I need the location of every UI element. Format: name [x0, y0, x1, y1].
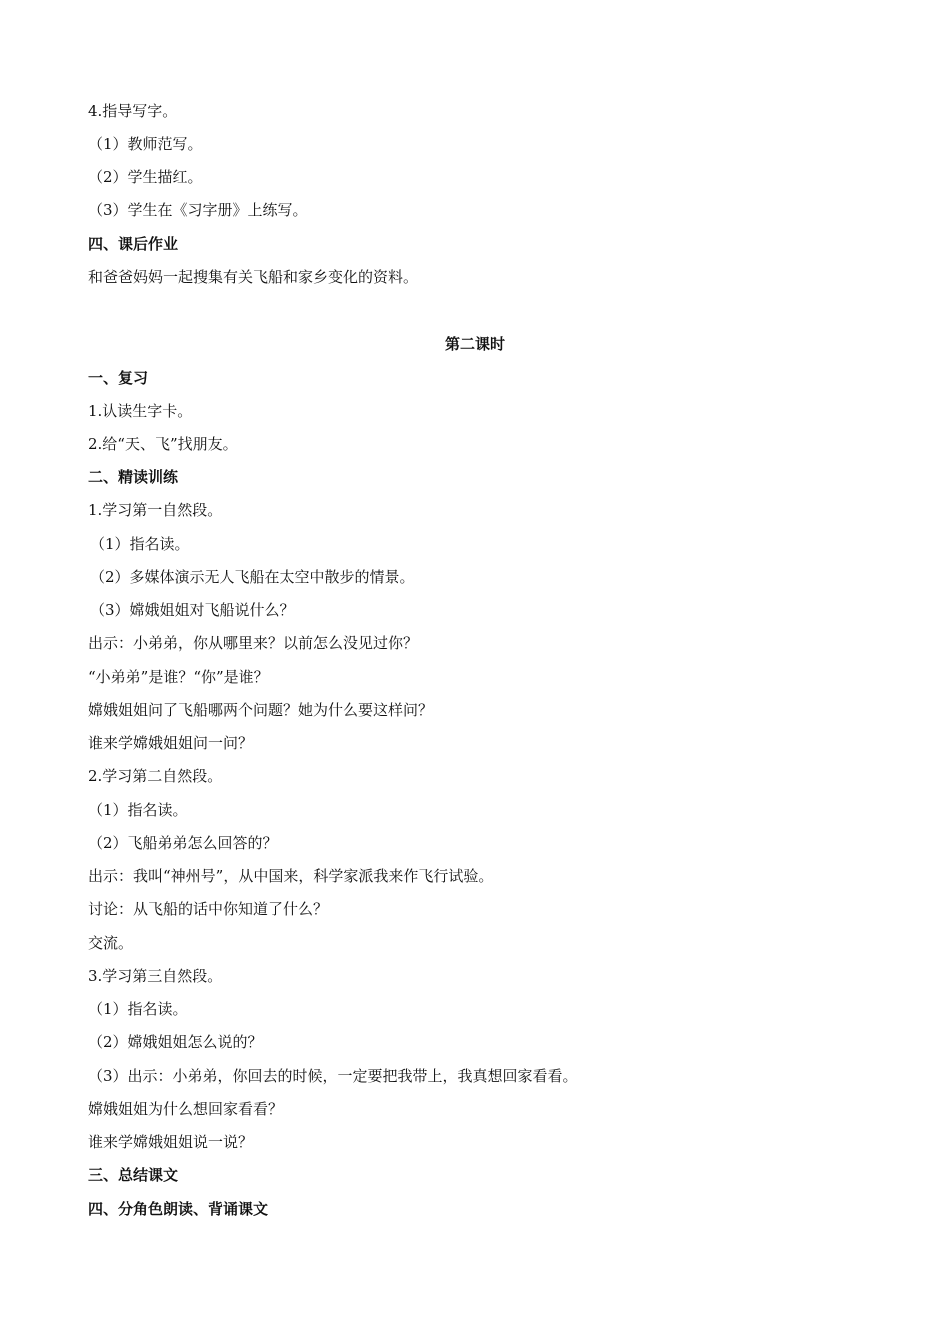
- paragraph-2-step-1: （1）指名读。: [88, 801, 188, 819]
- paragraph-1-step-3: （3）嫦娥姐姐对飞船说什么？: [90, 601, 295, 619]
- review-heading: 一、复习: [88, 369, 149, 387]
- homework-heading: 四、课后作业: [88, 235, 179, 253]
- paragraph-3-step-3: （3）出示：小弟弟，你回去的时候，一定要把我带上，我真想回家看看。: [88, 1067, 578, 1085]
- step-4: 4.指导写字。: [88, 102, 178, 120]
- review-item-1: 1.认读生字卡。: [88, 402, 193, 420]
- paragraph-2-exchange: 交流。: [88, 934, 134, 952]
- paragraph-2-discuss: 讨论：从飞船的话中你知道了什么？: [88, 900, 329, 918]
- paragraph-3: 3.学习第三自然段。: [88, 967, 223, 985]
- paragraph-1-step-1: （1）指名读。: [90, 535, 190, 553]
- paragraph-3-question-2: 谁来学嫦娥姐姐说一说？: [88, 1133, 254, 1151]
- paragraph-1: 1.学习第一自然段。: [88, 501, 223, 519]
- review-item-2: 2.给“天、飞”找朋友。: [88, 435, 238, 453]
- paragraph-1-question-2: 嫦娥姐姐问了飞船哪两个问题？她为什么要这样问？: [88, 701, 434, 719]
- paragraph-2: 2.学习第二自然段。: [88, 767, 223, 785]
- roleplay-heading: 四、分角色朗读、背诵课文: [88, 1200, 269, 1218]
- summary-heading: 三、总结课文: [88, 1166, 179, 1184]
- paragraph-3-step-1: （1）指名读。: [88, 1000, 188, 1018]
- step-4-1: （1）教师范写。: [88, 135, 203, 153]
- paragraph-2-step-2: （2）飞船弟弟怎么回答的？: [88, 834, 278, 852]
- step-4-3: （3）学生在《习字册》上练写。: [88, 201, 308, 219]
- paragraph-3-question-1: 嫦娥姐姐为什么想回家看看？: [88, 1100, 284, 1118]
- paragraph-1-show: 出示：小弟弟，你从哪里来？以前怎么没见过你？: [88, 634, 419, 652]
- paragraph-1-question-1: “小弟弟”是谁？“你”是谁？: [88, 668, 269, 686]
- lesson-title: 第二课时: [444, 335, 505, 353]
- reading-heading: 二、精读训练: [88, 468, 179, 486]
- homework-text: 和爸爸妈妈一起搜集有关飞船和家乡变化的资料。: [88, 268, 419, 286]
- paragraph-3-step-2: （2）嫦娥姐姐怎么说的？: [88, 1033, 263, 1051]
- paragraph-1-question-3: 谁来学嫦娥姐姐问一问？: [88, 734, 254, 752]
- paragraph-2-show: 出示：我叫“神州号”，从中国来，科学家派我来作飞行试验。: [88, 867, 494, 885]
- paragraph-1-step-2: （2）多媒体演示无人飞船在太空中散步的情景。: [90, 568, 415, 586]
- step-4-2: （2）学生描红。: [88, 168, 203, 186]
